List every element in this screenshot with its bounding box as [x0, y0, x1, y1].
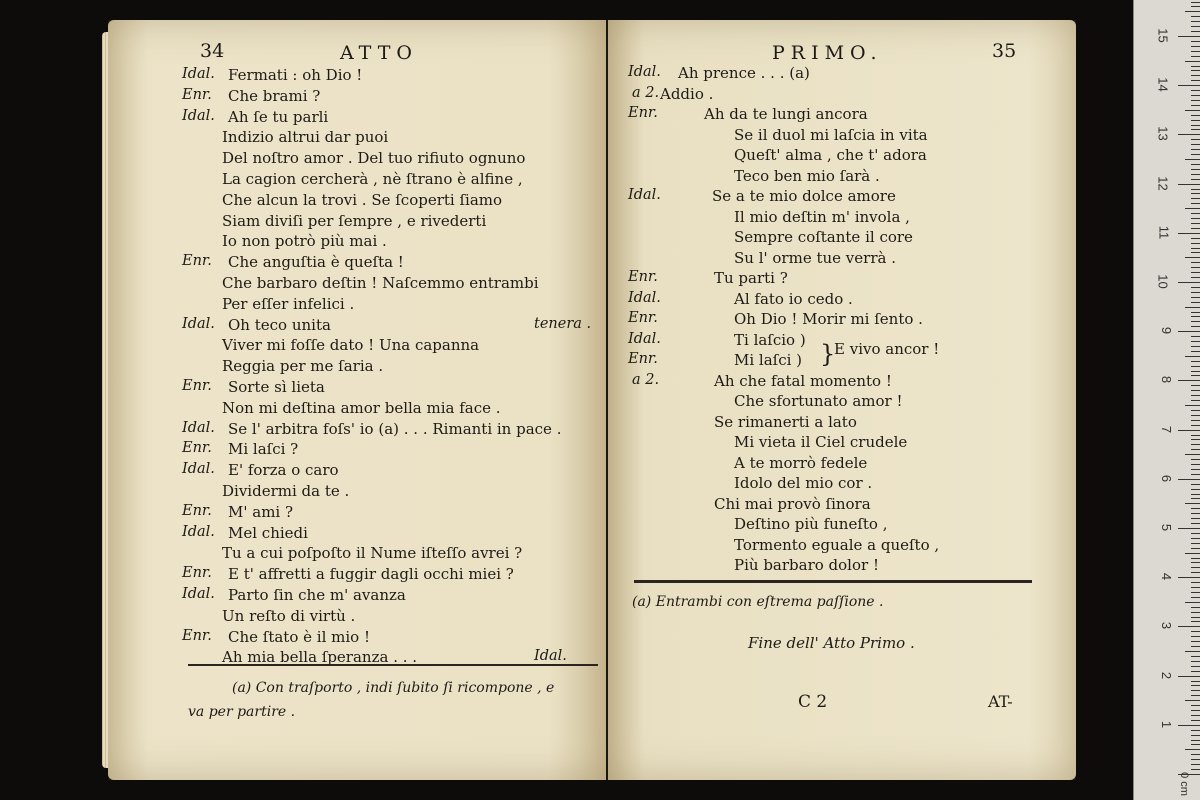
verse-line: Per eſſer infelici . [222, 294, 355, 313]
verse-line: Queſt' alma , che t' adora [734, 146, 927, 164]
verse-line: Mi laſci ? [228, 440, 299, 459]
ruler-tick [1185, 159, 1200, 160]
ruler-number: 1 [1158, 720, 1174, 728]
ruler-tick [1185, 602, 1200, 603]
ruler-number: 10 [1155, 274, 1171, 289]
speaker-label: Idal. [182, 419, 215, 436]
ruler-number: 6 [1158, 474, 1174, 482]
ruler-tick [1191, 474, 1200, 475]
verse-line: Indizio altrui dar puoi [222, 128, 389, 147]
verse-line: Io non potrò più mai . [222, 232, 387, 251]
footnote-rule-left [188, 664, 598, 666]
ruler-tick [1191, 125, 1200, 126]
ruler-tick [1191, 292, 1200, 293]
ruler-tick [1191, 617, 1200, 618]
ruler-tick [1191, 715, 1200, 716]
ruler-tick [1191, 469, 1200, 470]
ruler-tick [1191, 671, 1200, 672]
ruler-tick [1191, 494, 1200, 495]
ruler-tick [1191, 636, 1200, 637]
verse-line: Parto ſin che m' avanza [228, 586, 406, 604]
verse-line: Se il duol mi laſcia in vita [734, 125, 928, 144]
ruler-tick [1191, 641, 1200, 642]
verse-line: Che sfortunato amor ! [734, 392, 903, 410]
ruler-tick [1191, 154, 1200, 155]
ruler-tick [1191, 735, 1200, 736]
ruler-tick [1191, 248, 1200, 249]
verse-line: Addio . [660, 84, 714, 103]
verse-line: Più barbaro dolor ! [734, 556, 879, 574]
verse-line: Deſtino più funeſto , [734, 515, 888, 533]
verse-line: La cagion cercherà , nè ſtrano è alfine , [222, 170, 523, 188]
speaker-label: Enr. [182, 378, 212, 394]
ruler-tick [1191, 75, 1200, 76]
ruler-tick [1191, 277, 1200, 278]
verse-line: Che alcun la trovi . Se ſcoperti ſiamo [222, 190, 503, 209]
ruler-tick [1178, 282, 1200, 283]
ruler-tick [1191, 489, 1200, 490]
ruler-tick [1191, 164, 1200, 165]
ruler-tick [1191, 538, 1200, 539]
verse-line: Oh Dio ! Morir mi ſento . [734, 310, 923, 328]
ruler-number: 12 [1155, 175, 1171, 191]
page-number-left: 34 [200, 40, 225, 62]
ruler-tick [1178, 134, 1200, 135]
ruler-tick [1178, 233, 1200, 234]
ruler-tick [1178, 85, 1200, 86]
verse-line: Viver mi foſſe dato ! Una capanna [222, 336, 480, 355]
ruler-number: 3 [1158, 622, 1174, 630]
speaker-label: Enr. [182, 565, 212, 582]
ruler-tick [1191, 508, 1200, 509]
ruler-tick [1191, 56, 1200, 57]
speaker-label: Idal. [182, 523, 215, 540]
verse-line: Se l' arbitra foſs' io (a) . . . Rimanti in pace . [228, 419, 562, 438]
verse-line: Tormento eguale a queſto , [734, 535, 940, 554]
ruler-tick [1178, 430, 1200, 431]
speaker-label: Idal. [182, 586, 215, 602]
speaker-label: Enr. [182, 502, 212, 519]
ruler-tick [1191, 558, 1200, 559]
ruler-tick [1191, 690, 1200, 691]
verse-line: Ti laſcio ) [734, 330, 806, 349]
ruler-tick [1191, 346, 1200, 347]
ruler-tick [1191, 90, 1200, 91]
ruler-tick [1191, 228, 1200, 229]
ruler-tick [1191, 361, 1200, 362]
ruler-tick [1191, 720, 1200, 721]
ruler-tick [1191, 740, 1200, 741]
ruler-tick [1191, 523, 1200, 524]
verse-line: Oh teco unita [228, 315, 331, 334]
ruler-tick [1191, 631, 1200, 632]
ruler-tick [1191, 439, 1200, 440]
ruler-tick [1191, 272, 1200, 273]
verse-line: Reggia per me ſaria . [222, 357, 384, 376]
ruler-unit: 0 cm [1178, 772, 1191, 796]
ruler-tick [1191, 730, 1200, 731]
ruler-tick [1191, 341, 1200, 342]
ruler-tick [1191, 621, 1200, 622]
ruler-number: 4 [1158, 573, 1174, 581]
ruler-tick [1191, 548, 1200, 549]
speaker-label: Enr. [182, 627, 212, 644]
ruler-tick [1191, 31, 1200, 32]
ruler-tick [1191, 582, 1200, 583]
ruler-tick [1191, 759, 1200, 760]
ruler-tick [1191, 41, 1200, 42]
verse-line: Non mi deſtina amor bella mia face . [222, 398, 501, 417]
ruler-tick [1191, 607, 1200, 608]
ruler-tick [1178, 725, 1200, 726]
ruler-tick [1191, 459, 1200, 460]
ruler-tick [1191, 375, 1200, 376]
ruler-tick [1178, 184, 1200, 185]
ruler-tick [1191, 193, 1200, 194]
ruler-tick [1178, 331, 1200, 332]
ruler-tick [1191, 769, 1200, 770]
ruler-tick [1185, 208, 1200, 209]
verse-line: Se rimanerti a lato [714, 412, 857, 431]
ruler-tick [1191, 533, 1200, 534]
speaker-label: Enr. [628, 310, 658, 326]
ruler-tick [1178, 626, 1200, 627]
speaker-label: Enr. [628, 351, 658, 367]
verse-line: Ah prence . . . (a) [678, 64, 810, 82]
speaker-label: Enr. [182, 253, 212, 270]
ruler-tick [1191, 312, 1200, 313]
footnote-left-line2: va per partire . [188, 704, 296, 720]
ruler-number: 14 [1155, 77, 1171, 92]
verse-line: Che brami ? [228, 86, 321, 105]
ruler-tick [1191, 115, 1200, 116]
ruler-tick [1191, 710, 1200, 711]
ruler-tick [1185, 503, 1200, 504]
ruler-tick [1191, 587, 1200, 588]
verse-line: Che barbaro deſtin ! Naſcemmo entrambi [222, 274, 539, 292]
ruler-tick [1191, 513, 1200, 514]
brace-text: E vivo ancor ! [834, 340, 940, 358]
ruler-tick [1191, 223, 1200, 224]
ruler-number: 7 [1158, 425, 1174, 433]
ruler-tick [1185, 553, 1200, 554]
verse-line: Al fato io cedo . [734, 289, 853, 308]
ruler-tick [1191, 326, 1200, 327]
stage-direction: Idal. [534, 648, 567, 665]
speaker-label: a 2. [632, 371, 660, 388]
ruler-tick [1191, 395, 1200, 396]
ruler-tick [1191, 321, 1200, 322]
ruler-tick [1191, 169, 1200, 170]
verse-line: Siam diviſi per ſempre , e rivederti [222, 211, 487, 230]
signature-mark: C 2 [798, 692, 828, 712]
ruler-tick [1191, 149, 1200, 150]
ruler-tick [1191, 351, 1200, 352]
ruler-tick [1191, 262, 1200, 263]
ruler-tick [1191, 267, 1200, 268]
ruler-tick [1191, 2, 1200, 3]
ruler-tick [1191, 449, 1200, 450]
ruler-tick [1191, 371, 1200, 372]
ruler-tick [1191, 420, 1200, 421]
ruler-tick [1191, 243, 1200, 244]
footnote-left-line1: (a) Con traſporto , indi ſubito ſi ricompone , e [232, 680, 555, 696]
verse-line: Fermati : oh Dio ! [228, 66, 363, 84]
ruler-tick [1178, 479, 1200, 480]
left-page [108, 20, 606, 780]
ruler-tick [1191, 435, 1200, 436]
speaker-label: a 2. [632, 84, 660, 101]
ruler-tick [1191, 685, 1200, 686]
ruler-tick [1185, 110, 1200, 111]
speaker-label: Idal. [182, 66, 215, 82]
ruler-tick [1191, 66, 1200, 67]
ruler-tick [1185, 700, 1200, 701]
verse-line: Mel chiedi [228, 523, 308, 542]
speaker-label: Idal. [628, 64, 661, 80]
ruler-tick [1191, 302, 1200, 303]
ruler-tick [1185, 61, 1200, 62]
brace-mark: } [820, 340, 836, 368]
catchword: AT- [988, 692, 1013, 711]
footnote-right: (a) Entrambi con eſtrema paſſione . [632, 594, 884, 610]
ruler-tick [1191, 567, 1200, 568]
ruler-tick [1191, 572, 1200, 573]
ruler-tick [1185, 651, 1200, 652]
ruler-tick [1185, 454, 1200, 455]
ruler-tick [1185, 749, 1200, 750]
verse-line: M' ami ? [228, 502, 294, 521]
ruler-tick [1178, 676, 1200, 677]
ruler-tick [1191, 120, 1200, 121]
ruler-number: 8 [1158, 376, 1174, 384]
verse-line: Il mio deſtin m' invola , [734, 207, 910, 226]
speaker-label: Idal. [628, 289, 661, 306]
ruler-tick [1191, 498, 1200, 499]
ruler-tick [1191, 597, 1200, 598]
verse-line: Sorte sì lieta [228, 378, 325, 396]
ruler-tick [1191, 238, 1200, 239]
ruler-tick [1191, 51, 1200, 52]
ruler-tick [1178, 528, 1200, 529]
speaker-label: Enr. [628, 269, 658, 285]
ruler-tick [1191, 252, 1200, 253]
ruler-tick [1191, 144, 1200, 145]
speaker-label: Idal. [628, 187, 661, 203]
ruler-tick [1191, 366, 1200, 367]
ruler-tick [1191, 198, 1200, 199]
verse-line: Dividermi da te . [222, 482, 350, 500]
ruler-tick [1191, 705, 1200, 706]
speaker-label: Enr. [628, 105, 658, 121]
ruler-tick [1191, 336, 1200, 337]
closing-line: Fine dell' Atto Primo . [748, 634, 915, 652]
ruler-tick [1191, 385, 1200, 386]
verse-line: Ah ſe tu parli [228, 107, 329, 126]
verse-line: Se a te mio dolce amore [712, 187, 896, 205]
ruler-tick [1191, 21, 1200, 22]
ruler-tick [1185, 257, 1200, 258]
ruler-number: 15 [1155, 28, 1171, 43]
stage-direction: tenera . [534, 315, 592, 332]
ruler-tick [1185, 11, 1200, 12]
running-head-right: PRIMO. [772, 42, 883, 64]
ruler-tick [1185, 356, 1200, 357]
ruler-tick [1191, 425, 1200, 426]
ruler-tick [1191, 464, 1200, 465]
ruler-tick [1191, 189, 1200, 190]
footnote-rule-right [634, 580, 1032, 583]
verse-line: Ah da te lungi ancora [704, 105, 868, 123]
measurement-ruler [1133, 0, 1200, 800]
ruler-tick [1191, 444, 1200, 445]
ruler-number: 2 [1158, 671, 1174, 679]
ruler-tick [1191, 695, 1200, 696]
ruler-tick [1185, 405, 1200, 406]
ruler-tick [1191, 518, 1200, 519]
ruler-tick [1191, 661, 1200, 662]
ruler-number: 11 [1155, 225, 1171, 240]
ruler-tick [1191, 744, 1200, 745]
verse-line: E t' affretti a fuggir dagli occhi miei ? [228, 565, 514, 584]
ruler-tick [1191, 415, 1200, 416]
ruler-tick [1191, 100, 1200, 101]
ruler-tick [1191, 592, 1200, 593]
ruler-number: 5 [1158, 523, 1174, 532]
ruler-tick [1191, 46, 1200, 47]
verse-line: Ah mia bella ſperanza . . . [222, 648, 418, 667]
ruler-tick [1191, 26, 1200, 27]
ruler-tick [1191, 174, 1200, 175]
ruler-tick [1191, 287, 1200, 288]
ruler-tick [1191, 6, 1200, 7]
ruler-tick [1191, 410, 1200, 411]
ruler-number: 9 [1158, 327, 1174, 335]
ruler-tick [1191, 316, 1200, 317]
ruler-tick [1191, 646, 1200, 647]
ruler-number: 13 [1155, 126, 1171, 142]
ruler-tick [1191, 681, 1200, 682]
right-page [608, 20, 1076, 780]
ruler-tick [1191, 129, 1200, 130]
speaker-label: Enr. [182, 440, 212, 457]
ruler-tick [1178, 577, 1200, 578]
ruler-tick [1191, 543, 1200, 544]
open-book [108, 20, 1076, 780]
ruler-tick [1191, 297, 1200, 298]
ruler-tick [1185, 307, 1200, 308]
ruler-tick [1191, 95, 1200, 96]
speaker-label: Idal. [628, 330, 661, 347]
ruler-tick [1191, 179, 1200, 180]
verse-line: Mi vieta il Ciel crudele [734, 433, 908, 451]
speaker-label: Idal. [182, 107, 215, 124]
verse-line: Che anguſtia è queſta ! [228, 253, 404, 272]
verse-line: Tu a cui poſpoſto il Nume iſteſſo avrei ? [222, 544, 523, 563]
ruler-tick [1191, 562, 1200, 563]
ruler-tick [1191, 656, 1200, 657]
ruler-tick [1191, 484, 1200, 485]
ruler-tick [1191, 390, 1200, 391]
ruler-tick [1191, 612, 1200, 613]
verse-line: Che ſtato è il mio ! [228, 627, 370, 646]
ruler-tick [1191, 764, 1200, 765]
verse-line: Sempre coſtante il core [734, 228, 913, 246]
ruler-tick [1191, 80, 1200, 81]
verse-line: Chi mai provò ſinora [714, 494, 871, 513]
ruler-tick [1191, 16, 1200, 17]
verse-line: Teco ben mio ſarà . [734, 166, 880, 185]
verse-line: Un reſto di virtù . [222, 606, 356, 625]
ruler-tick [1191, 218, 1200, 219]
ruler-tick [1178, 36, 1200, 37]
verse-line: Ah che fatal momento ! [714, 371, 892, 390]
verse-line: Idolo del mio cor . [734, 474, 873, 492]
verse-line: E' forza o caro [228, 461, 339, 480]
ruler-tick [1178, 380, 1200, 381]
ruler-tick [1191, 139, 1200, 140]
ruler-tick [1191, 213, 1200, 214]
verse-line: Su l' orme tue verrà . [734, 248, 896, 267]
verse-line: Tu parti ? [714, 269, 788, 287]
speaker-label: Idal. [182, 461, 215, 478]
ruler-tick [1191, 400, 1200, 401]
ruler-tick [1191, 203, 1200, 204]
ruler-tick [1191, 754, 1200, 755]
ruler-tick [1191, 105, 1200, 106]
page-number-right: 35 [992, 40, 1017, 62]
verse-line: Del noſtro amor . Del tuo rifiuto ognuno [222, 149, 526, 168]
ruler-tick [1191, 666, 1200, 667]
speaker-label: Idal. [182, 315, 215, 332]
speaker-label: Enr. [182, 86, 212, 103]
verse-line: A te morrò fedele [734, 453, 868, 472]
running-head-left: ATTO [340, 42, 418, 64]
verse-line: Mi laſci ) [734, 351, 803, 369]
ruler-tick [1191, 70, 1200, 71]
